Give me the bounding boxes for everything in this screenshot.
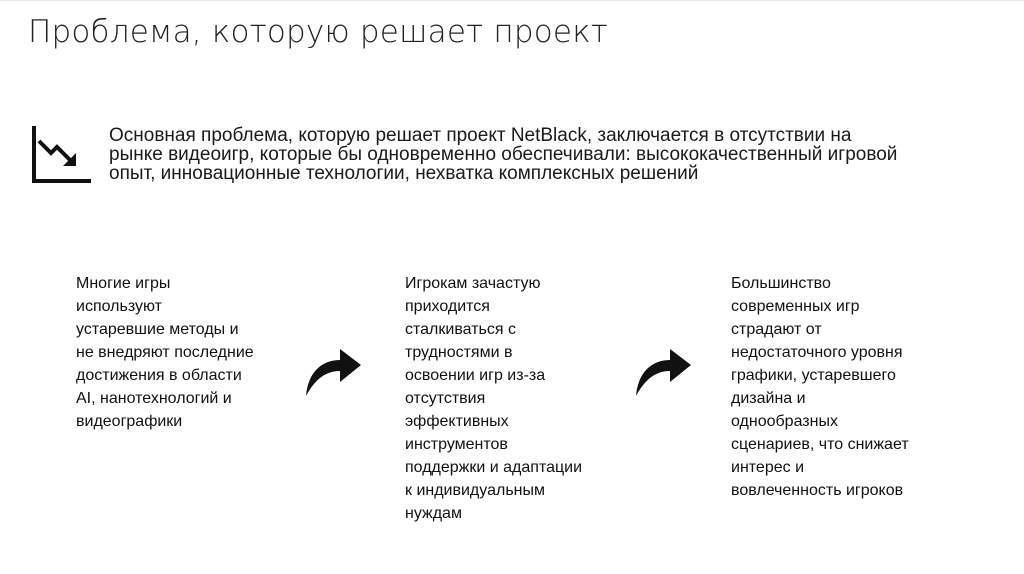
column-2-line: освоении игр из-за — [405, 367, 546, 384]
column-1-line: устаревшие методы и — [76, 321, 239, 338]
main-problem-statement: Основная проблема, которую решает проект NetBlack, заключается в отсутствии на рынке видеоигр, которые бы одновременно обеспечивали: высококачественный игровой опыт, инновационные технологии, нехватка комплексных решений — [109, 125, 898, 184]
column-2-line: приходится — [405, 298, 490, 315]
column-3-line: сценариев, что снижает — [731, 436, 909, 453]
column-1-line: видеографики — [76, 413, 183, 430]
column-2-line: к индивидуальным — [405, 482, 545, 499]
column-1-line: Многие игры — [76, 275, 171, 292]
column-3-line: интерес и — [731, 459, 804, 476]
column-3-line: современных игр — [731, 298, 860, 315]
curved-arrow-right-icon — [304, 346, 362, 398]
downward-trend-icon — [29, 124, 91, 186]
column-2-line: отсутствия — [405, 390, 486, 407]
column-3-line: дизайна и — [731, 390, 806, 407]
column-2-line: трудностями в — [405, 344, 513, 361]
problem-column-1 — [76, 272, 304, 433]
problem-column-3 — [731, 272, 971, 502]
column-1-line: используют — [76, 298, 162, 315]
problem-column-2 — [405, 272, 635, 525]
column-2-line: инструментов — [405, 436, 508, 453]
curved-arrow-right-icon — [634, 346, 692, 398]
column-2-line: Игрокам зачастую — [405, 275, 541, 292]
column-2-line: сталкиваться с — [405, 321, 516, 338]
column-1-line: AI, нанотехнологий и — [76, 390, 232, 407]
slide-top-border — [0, 0, 1024, 6]
column-1-line: не внедряют последние — [76, 344, 254, 361]
column-3-line: недостаточного уровня — [731, 344, 903, 361]
column-3-line: графики, устаревшего — [731, 367, 896, 384]
column-3-line: вовлеченность игроков — [731, 482, 904, 499]
column-1-line: достижения в области — [76, 367, 242, 384]
column-3-line: страдают от — [731, 321, 822, 338]
slide-title: Проблема, которую решает проект — [28, 14, 609, 50]
column-2-line: эффективных — [405, 413, 509, 430]
column-3-line: однообразных — [731, 413, 838, 430]
column-2-line: поддержки и адаптации — [405, 459, 583, 476]
column-3-line: Большинство — [731, 275, 831, 292]
column-2-line: нуждам — [405, 505, 462, 522]
